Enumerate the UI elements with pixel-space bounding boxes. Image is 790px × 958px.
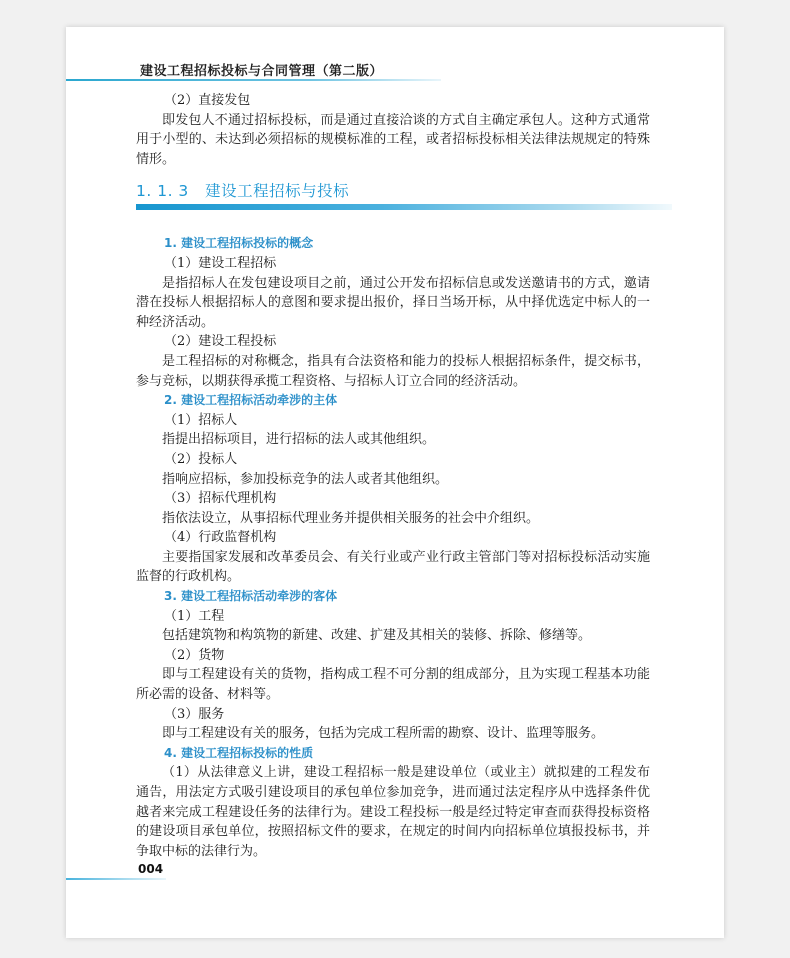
- topic-heading: 3. 建设工程招标活动牵涉的客体: [164, 589, 338, 604]
- item-title: （1）工程: [164, 608, 225, 624]
- item-title: （2）直接发包: [164, 93, 251, 108]
- paragraph: 指提出招标项目，进行招标的法人或其他组织。: [162, 432, 436, 448]
- section-rule: [136, 204, 672, 210]
- page-content: [136, 91, 650, 861]
- paragraph: 是工程招标的对称概念，指具有合法资格和能力的投标人根据招标条件，提交标书，参与竞标，以期获得承揽工程资格、与招标人订立合同的经济活动。: [136, 353, 650, 389]
- item-title: （2）投标人: [164, 451, 238, 467]
- paragraph: 是指招标人在发包建设项目之前，通过公开发布招标信息或发送邀请书的方式，邀请潜在投标人根据招标人的意图和要求提出报价，择日当场开标，从中择优选定中标人的一种经济活动。: [136, 275, 650, 330]
- item-title: （2）建设工程投标: [164, 334, 277, 350]
- item-title: （3）服务: [164, 706, 225, 722]
- section-heading: [136, 178, 650, 210]
- paragraph: 即与工程建设有关的货物，指构成工程不可分割的组成部分，且为实现工程基本功能所必需的设备、材料等。: [136, 667, 650, 703]
- section-title: 建设工程招标与投标: [205, 182, 350, 201]
- running-header: 建设工程招标投标与合同管理（第二版）: [140, 64, 384, 79]
- page-number: 004: [138, 862, 164, 876]
- header-rule: [66, 79, 441, 81]
- topic-heading: 2. 建设工程招标活动牵涉的主体: [164, 393, 338, 408]
- item-title: （2）货物: [164, 647, 225, 663]
- paragraph: 主要指国家发展和改革委员会、有关行业或产业行政主管部门等对招标投标活动实施监督的行政机构。: [136, 549, 650, 585]
- item-title: （1）建设工程招标: [164, 255, 277, 271]
- paragraph: 即发包人不通过招标投标，而是通过直接洽谈的方式自主确定承包人。这种方式通常用于小型的、未达到必须招标的规模标准的工程，或者招标投标相关法律法规规定的特殊情形。: [136, 112, 650, 167]
- item-title: （4）行政监督机构: [164, 530, 277, 546]
- topic-heading: 4. 建设工程招标投标的性质: [164, 745, 314, 760]
- item-title: （1）招标人: [164, 412, 238, 428]
- paragraph: 即与工程建设有关的服务，包括为完成工程所需的勘察、设计、监理等服务。: [162, 726, 605, 742]
- topic-heading: 1. 建设工程招标投标的概念: [164, 236, 314, 251]
- paragraph: 指响应招标，参加投标竞争的法人或者其他组织。: [162, 471, 449, 487]
- footer-rule: [66, 878, 166, 880]
- item-title: （3）招标代理机构: [164, 491, 277, 507]
- paragraph: 包括建筑物和构筑物的新建、改建、扩建及其相关的装修、拆除、修缮等。: [162, 628, 592, 644]
- section-number: 1. 1. 3: [136, 182, 189, 201]
- paragraph: （1）从法律意义上讲，建设工程招标一般是建设单位（或业主）就拟建的工程发布通告，用法定方式吸引建设项目的承包单位参加竞争，进而通过法定程序从中选择条件优越者来完成工程建设任务的法律行为。建设工程投标一般是经过特定审查而获得投标资格的建设项目承包单位，按照招标文件的要求，在规定的时间内向招标单位填报投标书，并争取中标的法律行为。: [136, 765, 650, 859]
- paragraph: 指依法设立，从事招标代理业务并提供相关服务的社会中介组织。: [162, 510, 540, 526]
